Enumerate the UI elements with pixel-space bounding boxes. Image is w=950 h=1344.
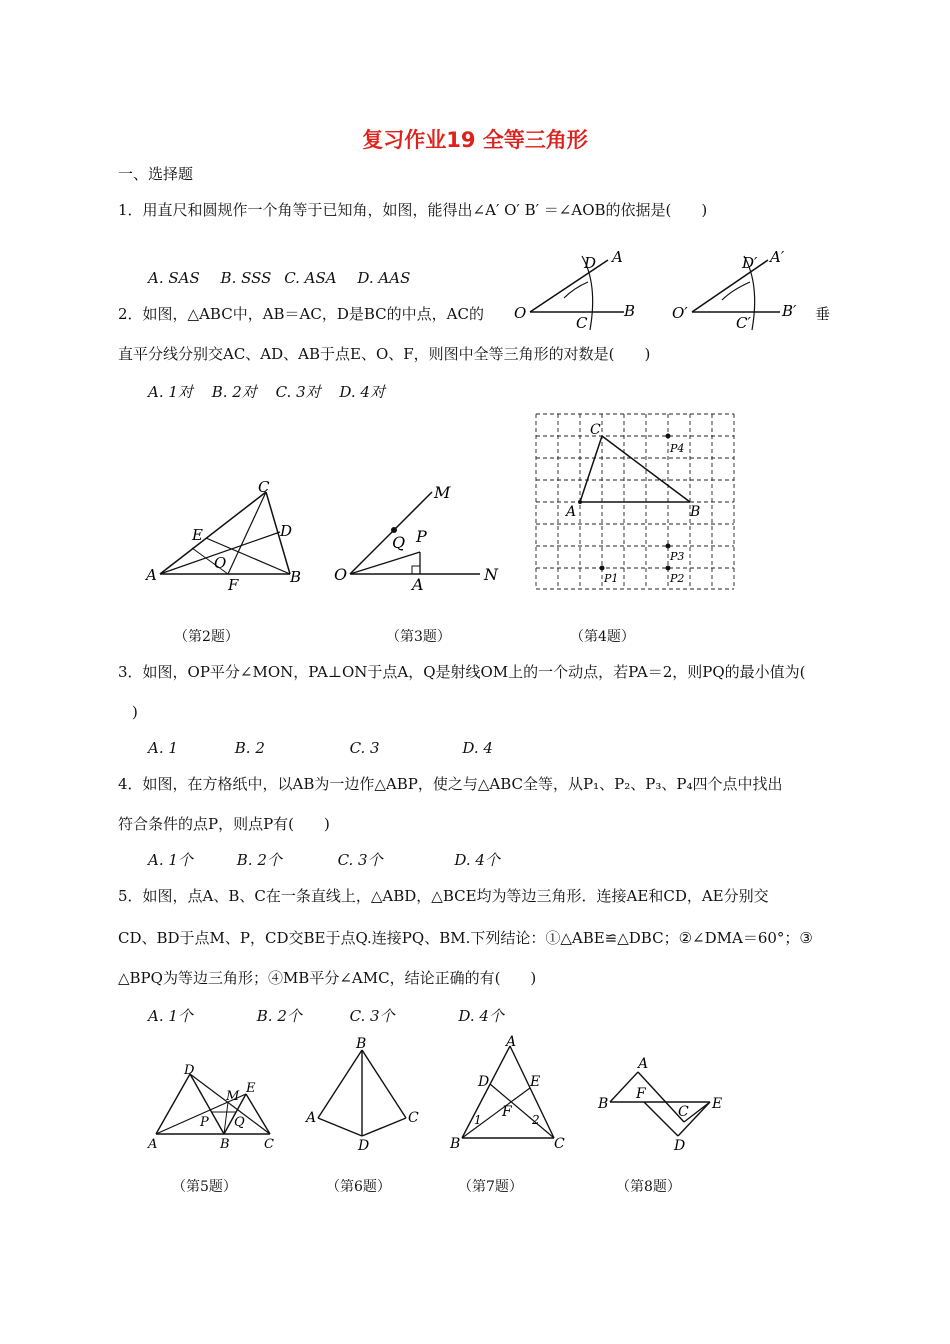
f8-label-b: B (598, 1096, 609, 1112)
f4-label-p4: P4 (670, 442, 685, 455)
f5-label-m: M (226, 1089, 240, 1104)
question-4-options (148, 850, 500, 870)
f2-label-a: A (146, 566, 157, 584)
f3-label-m: M (434, 483, 451, 502)
figure-6 (306, 1036, 426, 1156)
f1b-label-b: B′ (782, 302, 797, 320)
f1-label-a: A (612, 248, 623, 266)
q5-option-a: A. 1个 (148, 1007, 193, 1025)
figure-1-right (672, 246, 812, 336)
f4-label-p1: P1 (604, 572, 619, 585)
f2-label-e: E (192, 526, 203, 544)
f6-label-d: D (358, 1138, 370, 1154)
question-5-text-c: △BPQ为等边三角形；④MB平分∠AMC，结论正确的有( ) (118, 969, 537, 987)
question-4-text-b: 符合条件的点P，则点P有( ) (118, 815, 330, 833)
f7-label-f: F (502, 1104, 512, 1120)
f7-label-2: 2 (532, 1113, 540, 1127)
f1b-label-d: D′ (742, 254, 758, 272)
q3-option-d: D. 4 (462, 739, 493, 757)
f8-label-f: F (636, 1086, 646, 1102)
question-1-text: 1．用直尺和圆规作一个角等于已知角，如图，能得出∠A′ O′ B′ ＝∠AOB的依据是( ) (118, 201, 708, 219)
q2-option-c: C. 3对 (275, 383, 321, 401)
q1-option-b: B. SSS (220, 269, 272, 287)
question-3-options (148, 738, 493, 758)
q1-option-c: C. ASA (284, 269, 337, 287)
f2-label-o: O (214, 554, 227, 572)
q3-option-a: A. 1 (148, 739, 178, 757)
figure-5 (146, 1062, 286, 1152)
question-5-text-a: 5．如图，点A、B、C在一条直线上，△ABD，△BCE均为等边三角形．连接AE和CD，AE分别交 (118, 887, 769, 905)
figure-4-grid (536, 414, 736, 594)
f7-label-d: D (478, 1074, 490, 1090)
q5-option-c: C. 3个 (349, 1007, 395, 1025)
q5-option-d: D. 4个 (458, 1007, 504, 1025)
section-heading: 一、选择题 (118, 165, 194, 183)
question-5-options (148, 1006, 504, 1026)
q1-option-d: D. AAS (357, 269, 411, 287)
f4-label-c: C (590, 422, 601, 438)
q4-option-b: B. 2个 (236, 851, 282, 869)
caption-fig8: （第8题） (616, 1179, 681, 1195)
question-2-text-b: 直平分线分别交AC、AD、AB于点E、O、F，则图中全等三角形的对数是( ) (118, 345, 651, 363)
figure-3 (330, 478, 505, 598)
f7-label-1: 1 (474, 1113, 482, 1127)
question-5-text-b: CD、BD于点M、P，CD交BE于点Q.连接PQ、BM.下列结论：①△ABE≌△DBC；②∠DMA＝60°；③ (118, 929, 813, 947)
question-2-text-end: 垂 (815, 305, 831, 323)
f2-label-f: F (228, 576, 239, 594)
q4-option-a: A. 1个 (148, 851, 193, 869)
q4-option-d: D. 4个 (454, 851, 500, 869)
f3-label-o: O (334, 565, 348, 584)
f8-label-c: C (678, 1104, 689, 1120)
f4-label-p3: P3 (670, 550, 685, 563)
f3-label-n: N (484, 565, 498, 584)
f7-label-a: A (506, 1034, 517, 1050)
f1b-label-a: A′ (770, 248, 785, 266)
f1b-label-c: C′ (736, 314, 751, 332)
caption-fig3: （第3题） (386, 629, 451, 645)
q2-option-b: B. 2对 (211, 383, 257, 401)
f2-label-d: D (280, 522, 293, 540)
caption-fig6: （第6题） (326, 1179, 391, 1195)
question-1-options (148, 268, 410, 288)
f5-label-b: B (220, 1137, 230, 1152)
f2-label-b: B (290, 568, 302, 586)
f2-label-c: C (258, 478, 270, 496)
question-3-text-b: ) (132, 703, 138, 721)
f5-label-e: E (246, 1081, 256, 1096)
f1-label-o: O (514, 304, 527, 322)
question-2-options (148, 382, 385, 402)
caption-fig5: （第5题） (172, 1179, 237, 1195)
caption-fig4: （第4题） (570, 629, 635, 645)
q4-option-c: C. 3个 (337, 851, 383, 869)
f1-label-d: D (584, 254, 597, 272)
f6-label-c: C (408, 1110, 419, 1126)
f8-label-a: A (638, 1056, 649, 1072)
f5-label-q: Q (234, 1115, 245, 1130)
q2-option-a: A. 1对 (148, 383, 193, 401)
f8-label-d: D (674, 1138, 686, 1154)
figure-2 (144, 478, 314, 598)
question-2-text-a: 2．如图，△ABC中，AB＝AC，D是BC的中点，AC的 (118, 305, 484, 323)
f5-label-p: P (200, 1115, 209, 1130)
figure-7 (446, 1034, 576, 1154)
q3-option-c: C. 3 (349, 739, 380, 757)
question-3-text-a: 3．如图，OP平分∠MON，PA⊥ON于点A，Q是射线OM上的一个动点，若PA＝2，则PQ的最小值为( (118, 663, 806, 681)
q3-option-b: B. 2 (234, 739, 265, 757)
f8-label-e: E (712, 1096, 723, 1112)
f3-label-q: Q (392, 533, 406, 552)
q1-option-a: A. SAS (148, 269, 200, 287)
f1-label-b: B (624, 302, 636, 320)
f7-label-c: C (554, 1136, 565, 1152)
f7-label-e: E (530, 1074, 541, 1090)
figure-8 (598, 1052, 738, 1152)
f4-label-p2: P2 (670, 572, 685, 585)
f4-label-b: B (690, 504, 701, 520)
f4-label-a: A (566, 504, 577, 520)
f5-label-c: C (264, 1137, 274, 1152)
f1-label-c: C (576, 314, 588, 332)
caption-fig7: （第7题） (458, 1179, 523, 1195)
f6-label-b: B (356, 1036, 367, 1052)
q5-option-b: B. 2个 (256, 1007, 302, 1025)
f5-label-d: D (184, 1063, 195, 1078)
f1b-label-o: O′ (672, 304, 688, 322)
f5-label-a: A (148, 1137, 158, 1152)
question-4-text-a: 4．如图，在方格纸中，以AB为一边作△ABP，使之与△ABC全等，从P₁、P₂、P₃、P₄四个点中找出 (118, 775, 783, 793)
f6-label-a: A (306, 1110, 317, 1126)
q2-option-d: D. 4对 (339, 383, 385, 401)
f3-label-a: A (412, 575, 424, 594)
page-title: 复习作业19 全等三角形 (362, 128, 588, 152)
f7-label-b: B (450, 1136, 461, 1152)
f3-label-p: P (416, 527, 427, 546)
caption-fig2: （第2题） (174, 629, 239, 645)
figure-1-left (512, 246, 652, 336)
